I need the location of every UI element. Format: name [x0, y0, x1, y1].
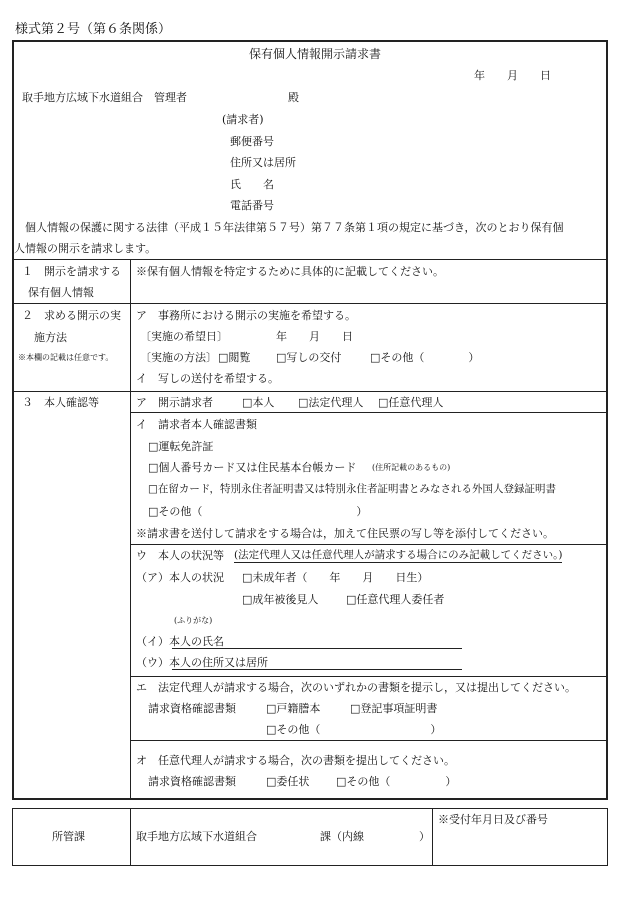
divider — [131, 544, 607, 545]
department-value: 取手地方広域下水道組合 — [136, 830, 257, 843]
requester-type-label: ア 開示請求者 — [136, 396, 213, 409]
legal-agent-instruction: エ 法定代理人が請求する場合，次のいずれかの書類を提示し，又は提出してください。 — [136, 681, 576, 694]
principal-name-field[interactable] — [172, 648, 462, 649]
requester-heading: (請求者) — [222, 113, 264, 126]
voluntary-agent-docs-label: 請求資格確認書類 — [148, 775, 236, 788]
section2-option-a[interactable]: ア 事務所における開示の実施を希望する。 — [136, 309, 356, 322]
furigana-label: (ふりがな) — [174, 616, 213, 625]
principal-status-condition: (法定代理人又は任意代理人が請求する場合にのみ記載してください。) — [234, 549, 563, 561]
divider — [13, 391, 607, 392]
method-other-checkbox[interactable]: □その他（ ） — [370, 351, 480, 364]
principal-address-field[interactable] — [172, 669, 462, 670]
divider — [130, 808, 131, 866]
legal-agent-checkbox[interactable]: □法定代理人 — [298, 396, 364, 409]
section1-note: ※保有個人情報を特定するために具体的に記載してください。 — [136, 265, 444, 278]
mail-request-note: ※請求書を送付して請求をする場合は，加えて住民票の写し等を添付してください。 — [136, 527, 554, 540]
method-copy-checkbox[interactable]: □写しの交付 — [276, 351, 342, 364]
divider — [131, 676, 607, 677]
receipt-label: ※受付年月日及び番号 — [438, 813, 548, 826]
family-register-checkbox[interactable]: □戸籍謄本 — [266, 702, 321, 715]
honorific: 殿 — [288, 91, 299, 104]
divider — [13, 303, 607, 304]
principal-address-label: （ウ）本人の住所又は居所 — [136, 656, 268, 669]
divider — [432, 808, 433, 866]
addressee: 取手地方広域下水道組合 管理者 — [22, 91, 187, 104]
principal-name-label: （イ）本人の氏名 — [136, 635, 224, 648]
id-documents-label: イ 請求者本人確認書類 — [136, 418, 257, 431]
method-view-checkbox[interactable]: □閲覧 — [218, 351, 251, 364]
registry-certificate-checkbox[interactable]: □登記事項証明書 — [350, 702, 438, 715]
label-column-divider — [130, 259, 131, 800]
voluntary-agent-instruction: オ 任意代理人が請求する場合，次の書類を提出してください。 — [136, 754, 455, 767]
wish-date-field[interactable]: 年 月 日 — [276, 330, 353, 343]
form-title: 保有個人情報開示請求書 — [248, 47, 381, 61]
section1-label: １ 開示を請求する — [22, 265, 121, 278]
principal-condition-label: （ア）本人の状況 — [136, 571, 224, 584]
department-label: 所管課 — [52, 830, 85, 843]
requester-self-checkbox[interactable]: □本人 — [242, 396, 275, 409]
divider — [131, 740, 607, 741]
legal-agent-docs-label: 請求資格確認書類 — [148, 702, 236, 715]
phone-field[interactable]: 電話番号 — [230, 199, 274, 212]
postal-code-field[interactable]: 郵便番号 — [230, 135, 274, 148]
divider — [13, 259, 607, 260]
voluntary-agent-other-checkbox[interactable]: □その他（ ） — [336, 775, 457, 788]
section2-option-b[interactable]: イ 写しの送付を希望する。 — [136, 372, 279, 385]
id-other-checkbox[interactable]: □その他（ ） — [148, 505, 368, 518]
extension-field[interactable]: 課（内線 ） — [320, 830, 430, 843]
delegator-checkbox[interactable]: □任意代理人委任者 — [346, 593, 445, 606]
intro-line-2: 人情報の開示を請求します。 — [14, 242, 157, 255]
section2-optional-note: ※本欄の記載は任意です。 — [18, 353, 114, 362]
power-of-attorney-checkbox[interactable]: □委任状 — [266, 775, 310, 788]
section2-label-2: 施方法 — [34, 331, 67, 344]
voluntary-agent-checkbox[interactable]: □任意代理人 — [378, 396, 444, 409]
section2-label: ２ 求める開示の実 — [22, 309, 121, 322]
section1-label-2: 保有個人情報 — [28, 286, 94, 299]
residence-card-checkbox[interactable]: □在留カード，特別永住者証明書又は特別永住者証明書とみなされる外国人登録証明書 — [148, 483, 556, 495]
form-number: 様式第２号（第６条関係） — [15, 22, 172, 37]
divider — [131, 412, 607, 413]
name-field[interactable]: 氏 名 — [230, 178, 274, 191]
legal-agent-other-checkbox[interactable]: □その他（ ） — [266, 723, 442, 736]
my-number-card-checkbox[interactable]: □個人番号カード又は住民基本台帳カード — [148, 461, 357, 474]
address-field[interactable]: 住所又は居所 — [230, 156, 296, 169]
intro-line-1: 個人情報の保護に関する法律（平成１５年法律第５７号）第７７条第１項の規定に基づき，次のとおり保有個 — [25, 221, 564, 234]
adult-ward-checkbox[interactable]: □成年被後見人 — [242, 593, 319, 606]
drivers-license-checkbox[interactable]: □運転免許証 — [148, 440, 214, 453]
section3-label: ３ 本人確認等 — [22, 396, 99, 409]
wish-date-label: 〔実施の希望日〕 — [140, 330, 228, 343]
minor-checkbox[interactable]: □未成年者（ 年 月 日生） — [242, 571, 429, 584]
principal-status-label: ウ 本人の状況等 — [136, 549, 224, 562]
address-note: (住所記載のあるもの) — [372, 463, 451, 472]
date-line[interactable]: 年 月 日 — [474, 69, 551, 82]
method-label: 〔実施の方法〕 — [140, 351, 217, 364]
